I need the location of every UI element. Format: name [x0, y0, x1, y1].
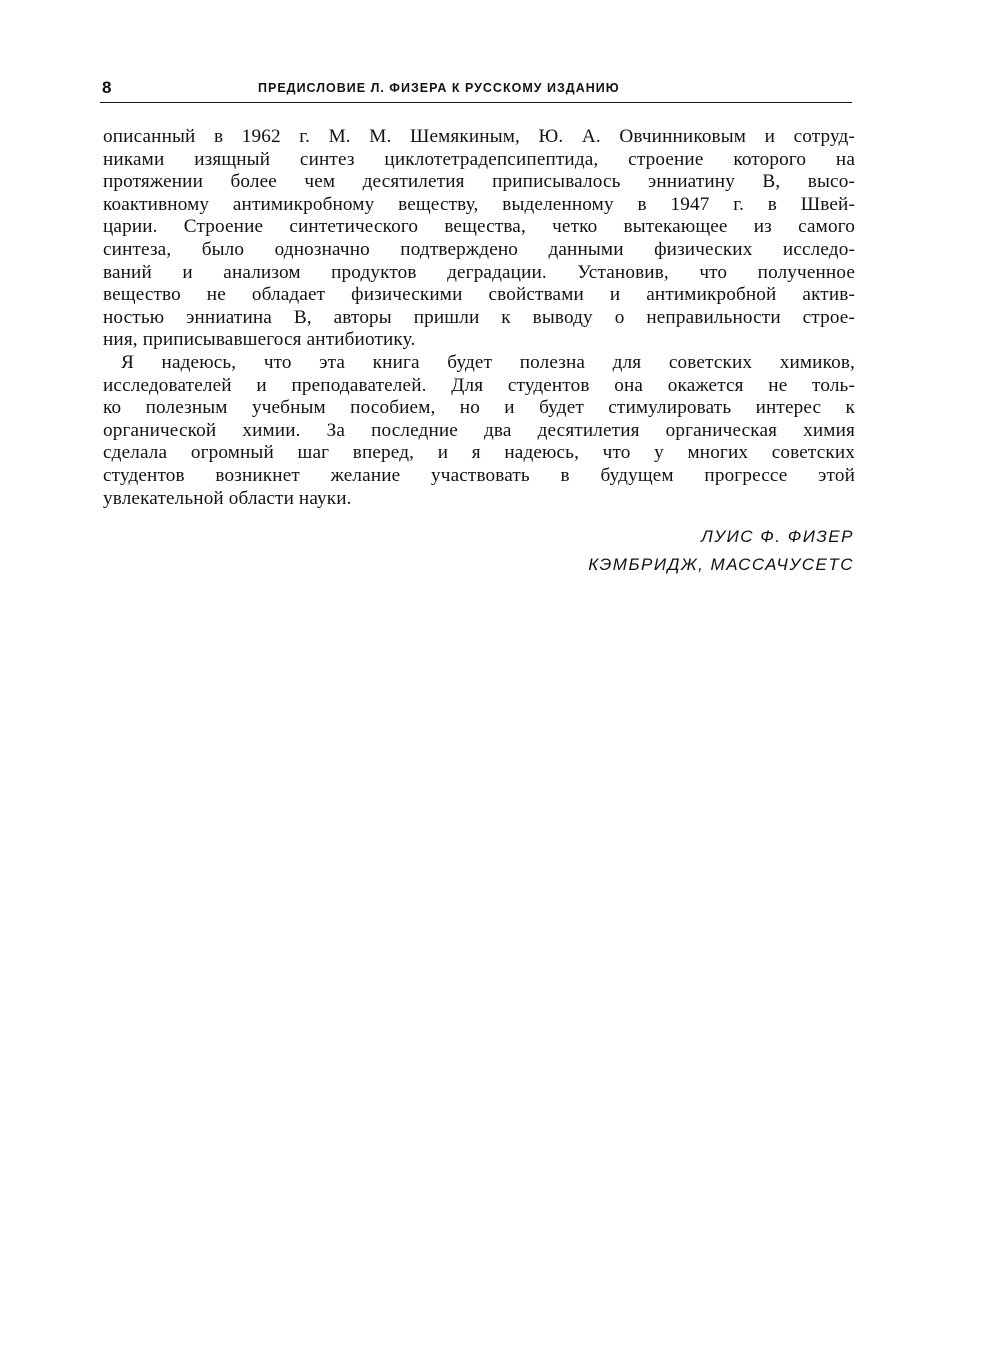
signature-block — [588, 523, 854, 579]
text-line: Я надеюсь, что эта книга будет полезна для советских химиков, — [121, 351, 855, 373]
text-line: студентов возникнет желание участвовать в будущем прогрессе этой — [103, 464, 855, 486]
text-line: ностью энниатина В, авторы пришли к выводу о неправильности строе- — [103, 306, 855, 328]
text-line: ваний и анализом продуктов деградации. Установив, что полученное — [103, 261, 855, 283]
text-line: ко полезным учебным пособием, но и будет стимулировать интерес к — [103, 397, 855, 419]
text-line: ния, приписывавшегося антибиотику. — [103, 329, 416, 351]
signature-place: КЭМБРИДЖ, МАССАЧУСЕТС — [588, 555, 854, 574]
page-header — [100, 78, 852, 103]
text-line: вещество не обладает физическими свойствами и антимикробной актив- — [103, 284, 855, 306]
text-line: исследователей и преподавателей. Для студентов она окажется не толь- — [103, 374, 855, 396]
text-line: описанный в 1962 г. М. М. Шемякиным, Ю. А. Овчинниковым и сотруд- — [103, 126, 855, 147]
text-line: царии. Строение синтетического вещества, четко вытекающее из самого — [103, 216, 855, 238]
body-text — [103, 126, 855, 510]
text-line: органической химии. За последние два десятилетия органическая химия — [103, 419, 855, 441]
text-line: синтеза, было однозначно подтверждено данными физических исследо- — [103, 238, 855, 260]
page-number: 8 — [102, 78, 112, 97]
text-line: коактивному антимикробному веществу, выделенному в 1947 г. в Швей- — [103, 193, 855, 215]
signature-author: ЛУИС Ф. ФИЗЕР — [701, 527, 854, 546]
text-line: никами изящный синтез циклотетрадепсипептида, строение которого на — [103, 148, 855, 170]
text-line: протяжении более чем десятилетия приписывалось энниатину В, высо- — [103, 171, 855, 193]
text-line: увлекательной области науки. — [103, 487, 352, 509]
paragraph-2 — [103, 352, 855, 510]
text-line: сделала огромный шаг вперед, и я надеюсь, что у многих советских — [103, 442, 855, 464]
paragraph-1 — [103, 126, 855, 352]
running-head: ПРЕДИСЛОВИЕ Л. ФИЗЕРА К РУССКОМУ ИЗДАНИЮ — [258, 81, 620, 95]
